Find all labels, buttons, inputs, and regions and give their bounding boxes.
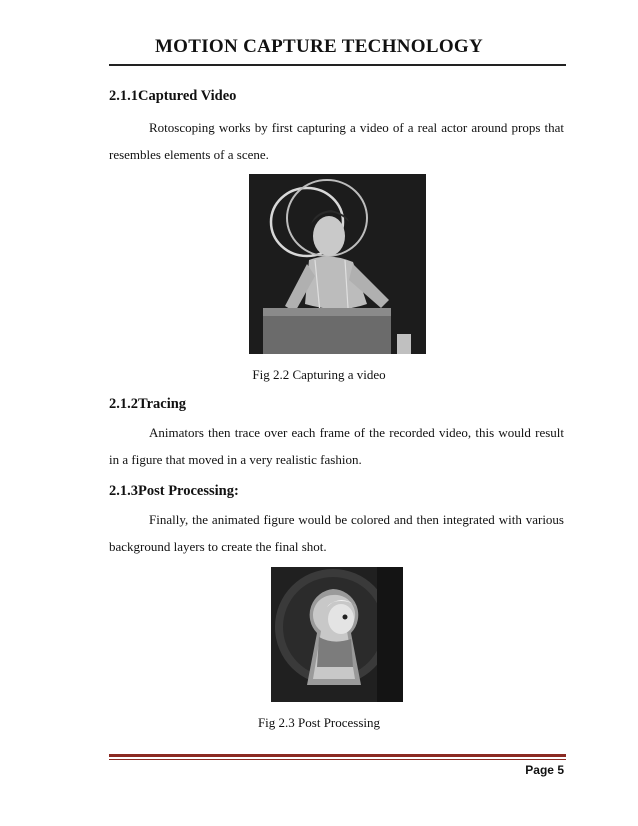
header-divider (109, 64, 566, 66)
section-title: Tracing (138, 396, 187, 412)
page-header-title: MOTION CAPTURE TECHNOLOGY (154, 36, 484, 57)
footer-divider-thick (109, 754, 566, 757)
figure-capturing-video-image (249, 174, 426, 354)
section-number: 2.1.1 (109, 88, 138, 104)
section-paragraph-tracing: Animators then trace over each frame of the recorded video, this would result in a figure that moved in a very realistic fashion. (109, 425, 564, 467)
figure-caption-capturing-video: Fig 2.2 Capturing a video (252, 367, 386, 382)
section-title: Post Processing: (138, 483, 239, 499)
section-number: 2.1.2 (109, 396, 138, 412)
section-heading-tracing (109, 396, 186, 413)
section-title: Captured Video (138, 88, 237, 104)
keyhole-cartoon-image (271, 567, 403, 702)
section-number: 2.1.3 (109, 483, 138, 499)
section-paragraph-post-processing: Finally, the animated figure would be colored and then integrated with various background layers to create the final shot. (109, 512, 564, 554)
figure-post-processing-image (271, 567, 403, 702)
section-paragraph-captured-video: Rotoscoping works by first capturing a video of a real actor around props that resembles elements of a scene. (109, 120, 564, 162)
page-number: Page 5 (525, 763, 564, 777)
footer-divider-thin (109, 759, 566, 760)
section-heading-post-processing (109, 483, 239, 500)
figure-caption-post-processing: Fig 2.3 Post Processing (257, 715, 381, 730)
section-heading-captured-video (109, 88, 236, 105)
rotoscope-actor-photo (249, 174, 426, 354)
